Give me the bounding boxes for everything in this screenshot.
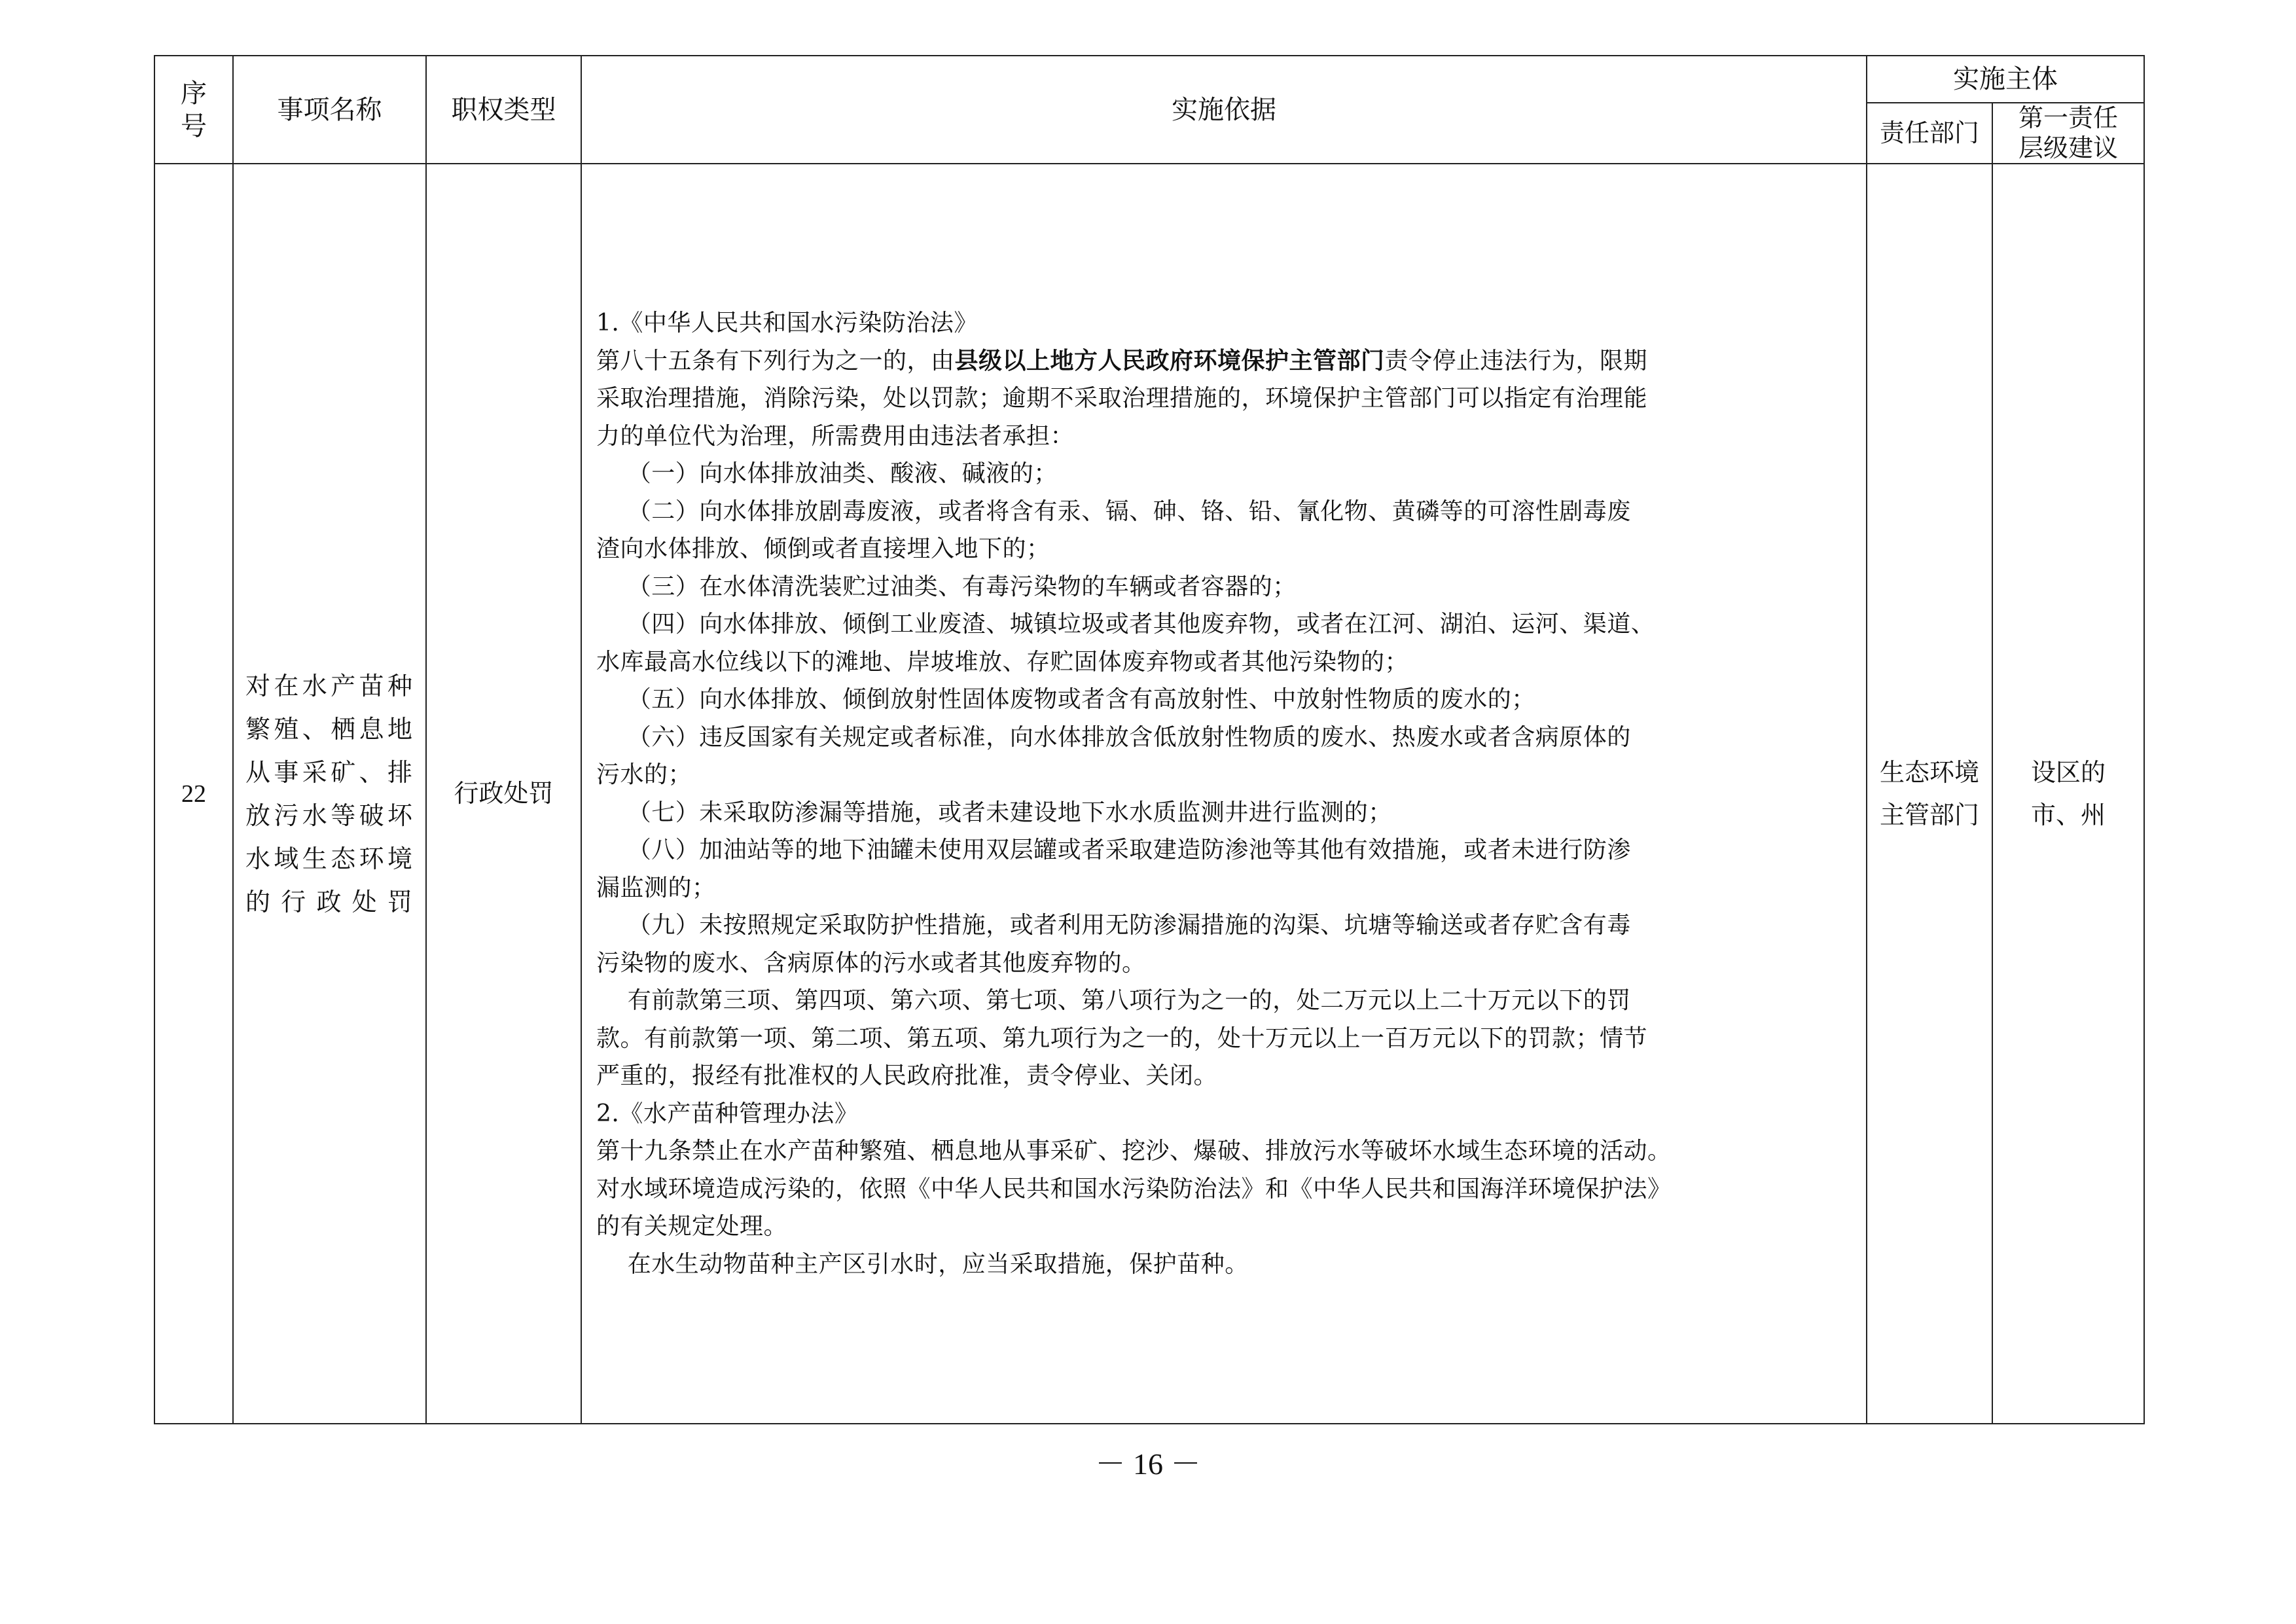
basis-line: 严重的，报经有批准权的人民政府批准，责令停业、关闭。 [596,1062,1218,1090]
row-seq [154,164,233,1424]
basis-line: 在水生动物苗种主产区引水时，应当采取措施，保护苗种。 [596,1250,1249,1278]
page-number: － 16 － [1095,1447,1201,1481]
row-level-line2: 市、州 [2030,800,2106,829]
basis-line: 污水的； [596,761,692,789]
basis-line: （七）未采取防渗漏等措施，或者未建设地下水水质监测井进行监测的； [596,799,1392,826]
basis-line: 2.《水产苗种管理办法》 [596,1100,859,1127]
basis-line: 力的单位代为治理，所需费用由违法者承担： [596,422,1075,450]
row-dept-line2: 主管部门 [1879,800,1979,829]
header-name-label: 事项名称 [277,94,382,125]
basis-line: 污染物的废水、含病原体的污水或者其他废弃物的。 [596,949,1146,977]
basis-line: 漏监测的； [596,874,716,901]
row-level-line1: 设区的 [2030,757,2106,787]
basis-line: 第十九条禁止在水产苗种繁殖、栖息地从事采矿、挖沙、爆破、排放污水等破坏水域生态环境的活动。 [596,1138,1672,1165]
basis-line: （六）违反国家有关规定或者标准，向水体排放含低放射性物质的废水、热废水或者含病原体的 [596,723,1631,751]
header-basis [581,56,1867,164]
row-basis [581,164,1867,1424]
basis-line: 1.《中华人民共和国水污染防治法》 [596,310,978,337]
header-subject-label: 实施主体 [1953,64,2058,94]
header-seq [154,56,233,164]
header-name [233,56,426,164]
row-dept-line1: 生态环境 [1879,757,1979,787]
basis-line: 款。有前款第一项、第二项、第五项、第九项行为之一的，处十万元以上一百万元以下的罚款；情节 [596,1024,1648,1052]
basis-bold-text: 县级以上地方人民政府环境保护主管部门 [954,346,1385,374]
basis-text: 第八十五条有下列行为之一的，由 [596,347,955,374]
basis-line: （四）向水体排放、倾倒工业废渣、城镇垃圾或者其他废弃物，或者在江河、湖泊、运河、渠道、 [596,611,1655,638]
responsibility-table [154,55,2145,1424]
header-level [1992,103,2144,164]
header-dept [1867,103,1992,164]
header-type-label: 职权类型 [451,94,556,125]
row-type-value: 行政处罚 [454,779,554,808]
basis-line: 采取治理措施，消除污染，处以罚款；逾期不采取治理措施的，环境保护主管部门可以指定有治理能 [596,385,1648,412]
basis-line: （八）加油站等的地下油罐未使用双层罐或者采取建造防渗池等其他有效措施，或者未进行防渗 [596,837,1631,864]
header-type [426,56,581,164]
basis-line: 的有关规定处理。 [596,1213,788,1240]
header-seq-label: 序号 [181,78,207,141]
basis-text: 责令停止违法行为，限期 [1384,347,1648,374]
header-level-line2: 层级建议 [2018,133,2118,162]
header-basis-label: 实施依据 [1172,94,1276,125]
header-level-line1: 第一责任 [2018,103,2118,132]
basis-line: 对水域环境造成污染的，依照《中华人民共和国水污染防治法》和《中华人民共和国海洋环境保护法》 [596,1175,1672,1202]
table-row [154,164,2144,1424]
header-subject [1867,56,2144,103]
basis-line: （二）向水体排放剧毒废液，或者将含有汞、镉、砷、铬、铅、氰化物、黄磷等的可溶性剧毒废 [596,497,1631,525]
row-type [426,164,581,1424]
row-level [1992,164,2144,1424]
row-name-value: 对在水产苗种繁殖、栖息地从事采矿、排放污水等破坏水域生态环境的行政处罚 [245,671,414,916]
basis-line: 有前款第三项、第四项、第六项、第七项、第八项行为之一的，处二万元以上二十万元以下的罚 [596,987,1631,1015]
row-dept [1867,164,1992,1424]
header-dept-label: 责任部门 [1879,118,1979,147]
row-seq-value: 22 [181,780,206,808]
basis-line: （九）未按照规定采取防护性措施，或者利用无防渗漏措施的沟渠、坑塘等输送或者存贮含有毒 [596,912,1631,939]
basis-line: （一）向水体排放油类、酸液、碱液的； [596,460,1058,488]
basis-line: 水库最高水位线以下的滩地、岸坡堆放、存贮固体废弃物或者其他污染物的； [596,648,1409,676]
basis-line: （三）在水体清洗装贮过油类、有毒污染物的车辆或者容器的； [596,573,1297,600]
basis-line: （五）向水体排放、倾倒放射性固体废物或者含有高放射性、中放射性物质的废水的； [596,686,1535,713]
basis-line [596,342,1853,380]
row-name [233,164,426,1424]
basis-line: 渣向水体排放、倾倒或者直接埋入地下的； [596,535,1050,563]
